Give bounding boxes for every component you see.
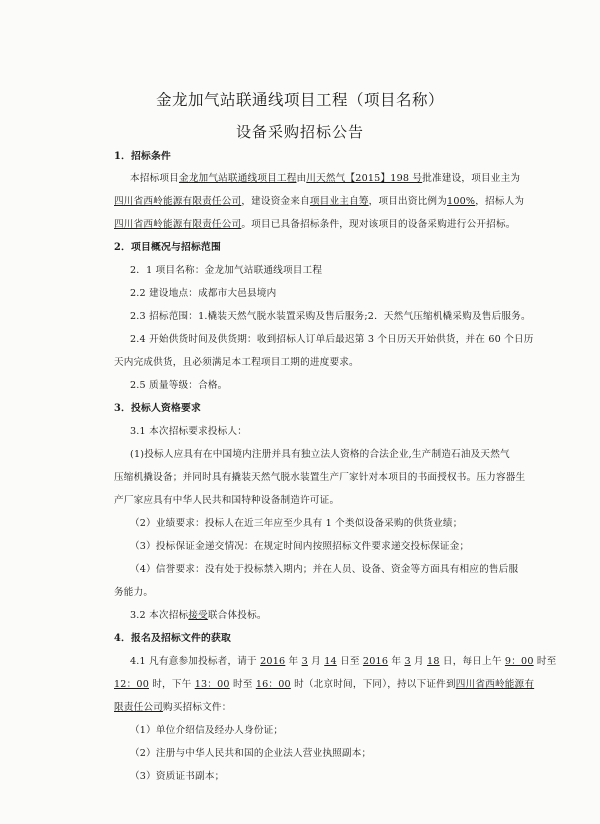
purchase-location-cont: 限责任公司 <box>114 702 163 713</box>
section-3-item-1: 3.1 本次招标要求投标人： <box>130 426 248 437</box>
section-3-item-5-line-1: （4）信誉要求：没有处于投标禁入期内；并在人员、设备、资金等方面具有相应的售后服 <box>130 564 519 575</box>
project-name: 金龙加气站联通线项目工程 <box>178 173 297 184</box>
section-2-item-4-line-2: 天内完成供货，且必须满足本工程项目工期的进度要求。 <box>114 357 359 368</box>
section-4-item-1-line-1 <box>130 655 556 668</box>
document-subtitle: 设备采购招标公告 <box>235 123 364 141</box>
section-2-item-5: 2.5 质量等级：合格。 <box>130 380 228 391</box>
morning-start-time: 9：00 <box>504 656 534 667</box>
text: ，建设资金来自 <box>241 196 310 207</box>
section-3-item-2-line-3: 产厂家应具有中华人民共和国特种设备制造许可证。 <box>114 495 340 506</box>
section-1-para-line-2 <box>114 195 524 208</box>
section-4-doc-3: （3）资质证书副本； <box>130 771 225 782</box>
section-2-item-1: 2．1 项目名称：金龙加气站联通线项目工程 <box>130 265 323 276</box>
text: 3.2 本次招标 <box>130 610 189 621</box>
section-3-item-6 <box>130 609 267 622</box>
start-day: 14 <box>324 656 337 667</box>
section-2-item-3: 2.3 招标范围：1.橇装天然气脱水装置采购及售后服务;2．天然气压缩机橇采购及售后服务。 <box>130 311 531 322</box>
section-2-heading: 2．项目概况与招标范围 <box>114 242 221 253</box>
fund-source: 项目业主自筹 <box>309 196 369 207</box>
end-year: 2016 <box>362 656 389 667</box>
text: ，招标人为 <box>475 196 525 207</box>
text: 由 <box>296 173 307 184</box>
consortium-acceptance: 接受 <box>188 610 208 621</box>
text: 日，每日上午 <box>439 656 505 667</box>
section-1-heading: 1．招标条件 <box>114 151 172 162</box>
afternoon-start-time: 13：00 <box>194 679 230 690</box>
document-title: 金龙加气站联通线项目工程（项目名称） <box>155 91 444 109</box>
purchase-location: 四川省西岭能源有 <box>455 679 535 690</box>
section-3-item-4: （3）投标保证金递交情况：在规定时间内按照招标文件要求递交投标保证金； <box>130 541 470 552</box>
end-day: 18 <box>427 656 440 667</box>
section-3-item-3: （2）业绩要求：投标人在近三年应至少具有 1 个类似设备采购的供货业绩； <box>130 518 463 529</box>
text: 年 <box>388 656 405 667</box>
section-3-item-2-line-2: 压缩机撬设备；并同时具有撬装天然气脱水装置生产厂家针对本项目的书面授权书。压力容器生 <box>114 472 526 483</box>
text: 月 <box>410 656 428 667</box>
section-4-item-1-line-2 <box>114 678 534 691</box>
text: 日至 <box>336 656 363 667</box>
fund-ratio: 100% <box>447 196 476 207</box>
end-month: 3 <box>404 656 411 667</box>
section-1-para-line-1 <box>130 172 520 185</box>
start-year: 2016 <box>260 656 286 667</box>
morning-end-time: 12：00 <box>114 679 150 690</box>
text: 联合体投标。 <box>207 610 267 621</box>
section-3-item-5-line-2: 务能力。 <box>114 587 154 598</box>
text: 本招标项目 <box>130 173 179 184</box>
text: 时至 <box>533 656 557 667</box>
section-2-item-4-line-1: 2.4 开始供货时间及供货期：收到招标人订单后最迟第 3 个日历天开始供货，并在 60 个日历 <box>130 334 534 345</box>
section-4-doc-2: （2）注册与中华人民共和国的企业法人营业执照副本； <box>130 748 372 759</box>
text: 。项目已具备招标条件，现对该项目的设备采购进行公开招标。 <box>241 219 516 230</box>
tenderer: 四川省西岭能源有限责任公司 <box>114 219 242 230</box>
text: 时至 <box>229 679 256 690</box>
section-4-item-1-line-3 <box>114 701 232 714</box>
section-1-para-line-3 <box>114 218 516 231</box>
section-2-item-2: 2.2 建设地点：成都市大邑县境内 <box>130 288 277 299</box>
section-4-doc-1: （1）单位介绍信及经办人身份证； <box>130 725 284 736</box>
section-4-heading: 4．报名及招标文件的获取 <box>114 633 231 644</box>
start-month: 3 <box>301 656 308 667</box>
text: 批准建设，项目业主为 <box>422 173 521 184</box>
section-3-heading: 3．投标人资格要求 <box>114 403 201 414</box>
project-owner: 四川省西岭能源有限责任公司 <box>114 196 242 207</box>
text: 4.1 凡有意参加投标者，请于 <box>130 656 261 667</box>
text: 时（北京时间，下同），持以下证件到 <box>290 679 456 690</box>
section-3-item-2-line-1: (1)投标人应具有在中国境内注册并具有独立法人资格的合法企业,生产制造石油及天然气 <box>130 449 510 460</box>
text: 月 <box>307 656 325 667</box>
afternoon-end-time: 16：00 <box>255 679 291 690</box>
text: ，项目出资比例为 <box>368 196 448 207</box>
approval-number: 川天然气【2015】198 号 <box>306 173 423 184</box>
text: 时，下午 <box>149 679 195 690</box>
text: 购买招标文件： <box>162 702 232 713</box>
text: 年 <box>285 656 302 667</box>
